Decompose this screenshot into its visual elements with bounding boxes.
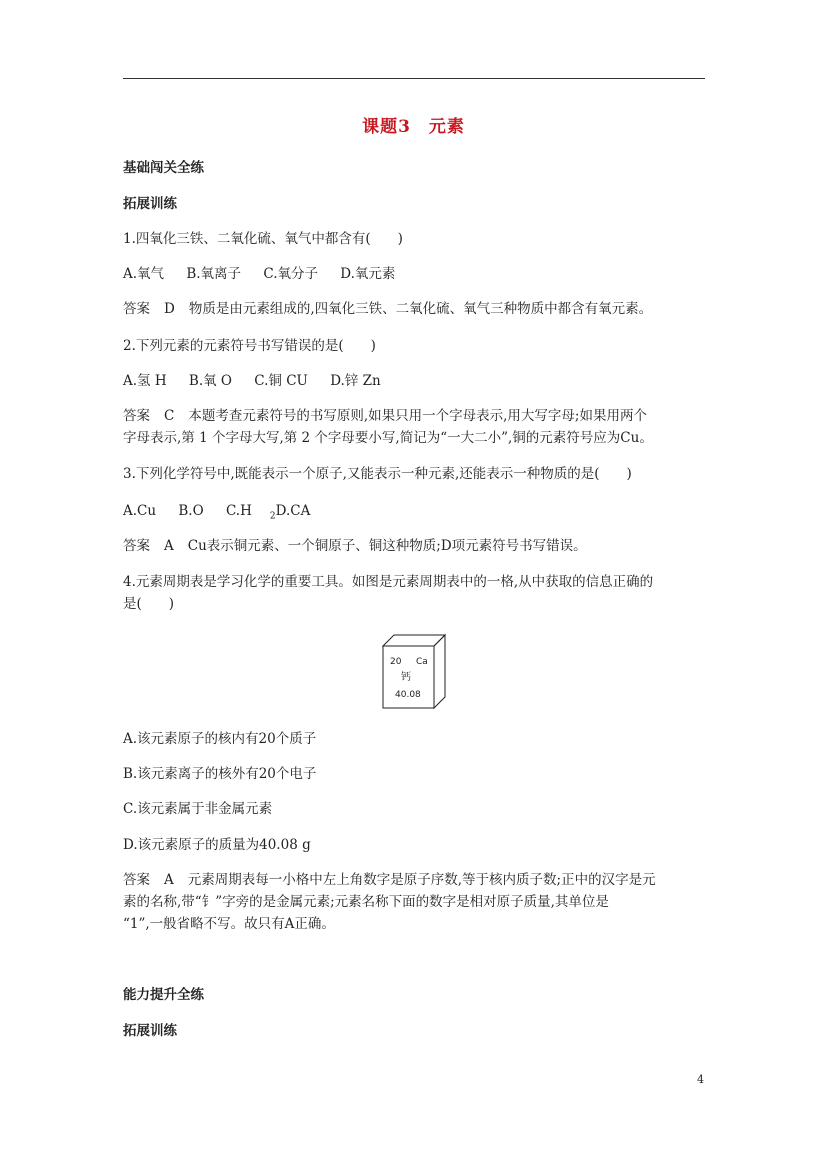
- question-4-stem-line-2: 是( ): [123, 596, 175, 612]
- answer-key: A: [164, 872, 174, 888]
- periodic-table-cell-figure: [382, 634, 448, 710]
- option-d: D.CA: [275, 503, 311, 519]
- answer-label: 答案: [123, 872, 150, 888]
- option-c-main: C.H: [225, 503, 252, 519]
- question-4-answer-line-3: “1”,一般省略不写。故只有A正确。: [123, 916, 335, 932]
- answer-key: A: [164, 538, 174, 554]
- page-number: 4: [697, 1073, 704, 1086]
- answer-key: C: [164, 408, 175, 424]
- atomic-number: 20: [390, 657, 402, 667]
- option-c: [226, 501, 276, 527]
- question-2-answer-line-2: 字母表示,第 1 个字母大写,第 2 个字母要小写,简记为“一大二小”,铜的元素符号应为Cu。: [123, 430, 653, 446]
- question-4-answer-line-2: 素的名称,带“钅”字旁的是金属元素;元素名称下面的数字是相对原子质量,其单位是: [123, 894, 609, 910]
- atomic-mass: 40.08: [395, 690, 421, 700]
- question-2-options: [123, 371, 399, 391]
- question-1-answer: [123, 299, 652, 319]
- option-a: A.氢 H: [123, 373, 167, 389]
- header-rule: [123, 78, 705, 79]
- option-c-subscript: 2: [269, 511, 276, 522]
- option-c: C.铜 CU: [254, 373, 308, 389]
- option-a: A.Cu: [123, 503, 157, 519]
- answer-label: 答案: [123, 538, 150, 554]
- question-2-stem: 2.下列元素的元素符号书写错误的是( ): [123, 338, 376, 354]
- question-1-stem: 1.四氧化三铁、二氧化硫、氧气中都含有( ): [123, 231, 403, 247]
- question-4-option-c: C.该元素属于非金属元素: [123, 801, 273, 817]
- question-4-option-d: D.该元素原子的质量为40.08 g: [123, 837, 311, 853]
- option-d: D.氧元素: [340, 266, 396, 282]
- section-heading-basic: 基础闯关全练: [123, 160, 204, 176]
- question-4-stem: 4.元素周期表是学习化学的重要工具。如图是元素周期表中的一格,从中获取的信息正确的: [123, 574, 654, 590]
- option-b: B.氧 O: [188, 373, 232, 389]
- section-heading-ability: 能力提升全练: [123, 987, 204, 1003]
- page-title: 课题3 元素: [362, 117, 465, 137]
- answer-text-line-1: 元素周期表每一小格中左上角数字是原子序数,等于核内质子数;正中的汉字是元: [187, 872, 656, 888]
- section-subheading-extend-2: 拓展训练: [123, 1023, 177, 1039]
- answer-text: 物质是由元素组成的,四氧化三铁、二氧化硫、氧气三种物质中都含有氧元素。: [188, 301, 653, 317]
- element-symbol: Ca: [416, 657, 428, 667]
- option-b: B.氧离子: [186, 266, 242, 282]
- answer-text: Cu表示铜元素、一个铜原子、铜这种物质;D项元素符号书写错误。: [187, 538, 587, 554]
- question-1-options: [123, 264, 413, 284]
- option-a: A.氧气: [123, 266, 165, 282]
- question-2-answer: [123, 406, 647, 426]
- answer-text-line-1: 本题考查元素符号的书写原则,如果只用一个字母表示,用大写字母;如果用两个: [188, 408, 647, 424]
- question-4-option-b: B.该元素离子的核外有20个电子: [123, 766, 317, 782]
- section-subheading-extend: 拓展训练: [123, 196, 177, 212]
- option-d: D.锌 Zn: [330, 373, 381, 389]
- question-3-options: [123, 501, 328, 527]
- question-4-option-a: A.该元素原子的核内有20个质子: [123, 731, 317, 747]
- question-4-answer: [123, 870, 656, 890]
- answer-label: 答案: [123, 408, 150, 424]
- option-c: C.氧分子: [263, 266, 318, 282]
- question-3-answer: [123, 536, 587, 556]
- answer-key: D: [164, 301, 175, 317]
- element-name: 钙: [401, 672, 411, 683]
- question-3-stem: 3.下列化学符号中,既能表示一个原子,又能表示一种元素,还能表示一种物质的是( ): [123, 466, 632, 482]
- option-b: B.O: [178, 503, 204, 519]
- answer-label: 答案: [123, 301, 150, 317]
